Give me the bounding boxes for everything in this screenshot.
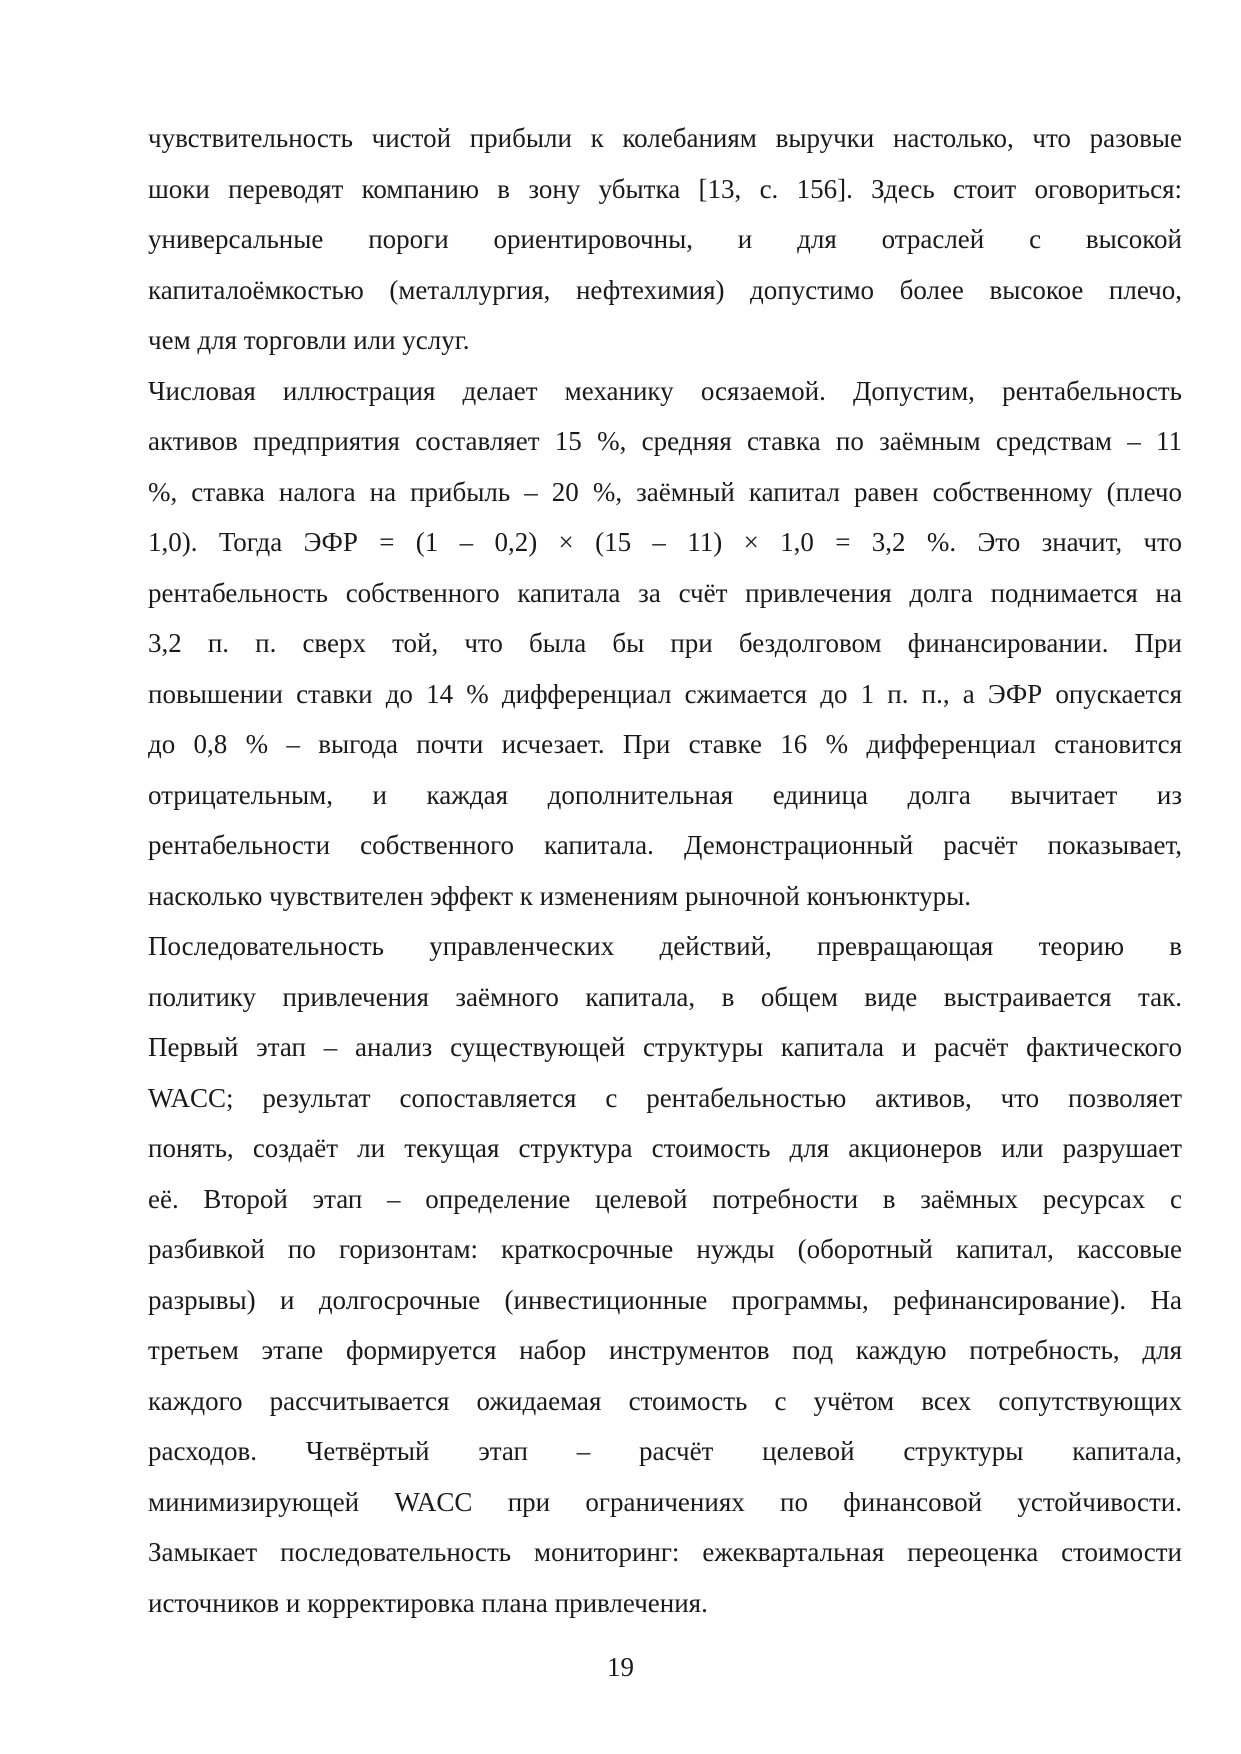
text-line: понять, создаёт ли текущая структура стоимость для акционеров или разрушает	[148, 1133, 1182, 1163]
text-line: универсальные пороги ориентировочны, и для отраслей с высокой	[148, 224, 1182, 254]
text-line: каждого рассчитывается ожидаемая стоимость с учётом всех сопутствующих	[148, 1385, 1182, 1416]
text-line: до 0,8 % – выгода почти исчезает. При ставке 16 % дифференциал становится	[148, 729, 1182, 759]
text-line: отрицательным, и каждая дополнительная единица долга вычитает из	[148, 779, 1182, 810]
text-line: рентабельности собственного капитала. Демонстрационный расчёт показывает,	[148, 830, 1182, 860]
text-line: капиталоёмкостью (металлургия, нефтехимия) допустимо более высокое плечо,	[148, 274, 1182, 305]
text-line: политику привлечения заёмного капитала, в общем виде выстраивается так.	[148, 981, 1182, 1012]
text-line: 3,2 п. п. сверх той, что была бы при бездолговом финансировании. При	[148, 628, 1182, 658]
text-line: шоки переводят компанию в зону убытка [13, с. 156]. Здесь стоит оговориться:	[148, 173, 1182, 204]
text-line: Замыкает последовательность мониторинг: ежеквартальная переоценка стоимости	[148, 1537, 1182, 1567]
text-line: расходов. Четвёртый этап – расчёт целевой структуры капитала,	[148, 1436, 1182, 1466]
text-line: разрывы) и долгосрочные (инвестиционные программы, рефинансирование). На	[148, 1284, 1182, 1315]
text-line: Числовая иллюстрация делает механику осязаемой. Допустим, рентабельность	[148, 375, 1182, 406]
text-line: 1,0). Тогда ЭФР = (1 – 0,2) × (15 – 11) × 1,0 = 3,2 %. Это значит, что	[148, 527, 1182, 557]
text-line: активов предприятия составляет 15 %, средняя ставка по заёмным средствам – 11	[148, 426, 1182, 456]
text-line: рентабельность собственного капитала за счёт привлечения долга поднимается на	[148, 577, 1182, 608]
text-line: её. Второй этап – определение целевой потребности в заёмных ресурсах с	[148, 1183, 1182, 1214]
page-number: 19	[607, 1652, 634, 1682]
text-line: чем для торговли или услуг.	[148, 325, 470, 355]
text-line: разбивкой по горизонтам: краткосрочные нужды (оборотный капитал, кассовые	[148, 1234, 1182, 1264]
text-line: %, ставка налога на прибыль – 20 %, заёмный капитал равен собственному (плечо	[148, 476, 1182, 507]
text-line: источников и корректировка плана привлечения.	[148, 1587, 708, 1618]
text-line: WACC; результат сопоставляется с рентабельностью активов, что позволяет	[148, 1082, 1182, 1113]
text-line: Первый этап – анализ существующей структуры капитала и расчёт фактического	[148, 1032, 1182, 1062]
text-line: третьем этапе формируется набор инструментов под каждую потребность, для	[148, 1335, 1182, 1365]
body-text	[148, 113, 1182, 1628]
text-line: чувствительность чистой прибыли к колебаниям выручки настолько, что разовые	[148, 123, 1182, 153]
text-line: насколько чувствителен эффект к изменениям рыночной конъюнктуры.	[148, 880, 971, 911]
text-line: Последовательность управленческих действий, превращающая теорию в	[148, 931, 1182, 961]
text-line: повышении ставки до 14 % дифференциал сжимается до 1 п. п., а ЭФР опускается	[148, 678, 1182, 709]
text-line: минимизирующей WACC при ограничениях по финансовой устойчивости.	[148, 1486, 1182, 1517]
